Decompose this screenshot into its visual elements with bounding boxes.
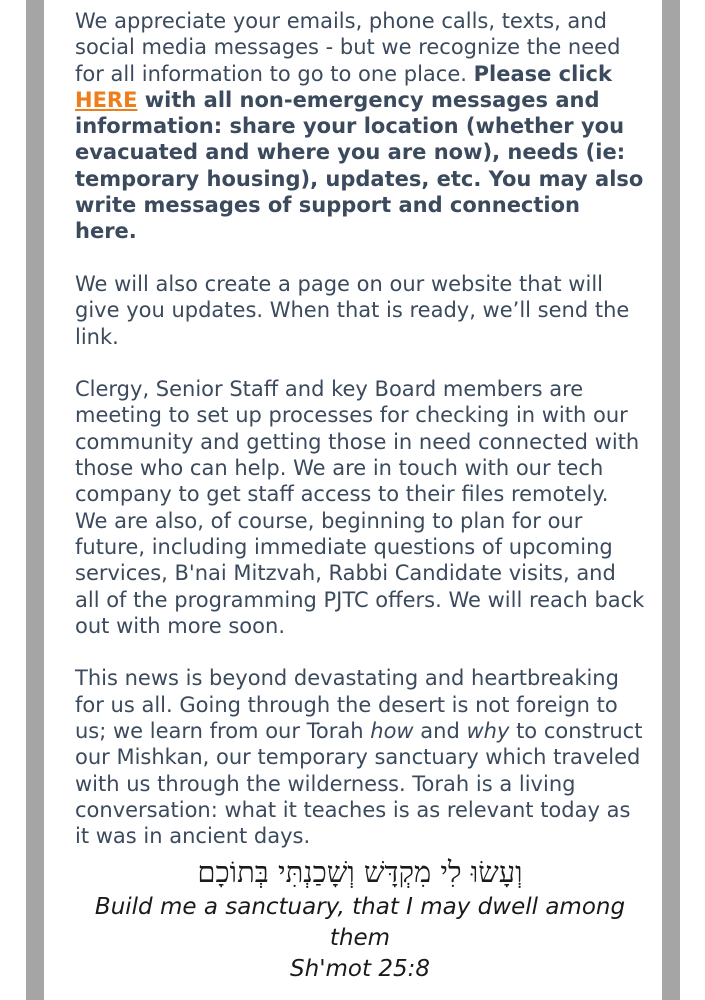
reflection-text-a: This news is beyond devastating and heartbreaking for us all. Going through the desert is not foreign to us; we learn from our Torah bbox=[75, 666, 619, 744]
message-body bbox=[75, 8, 645, 876]
here-link[interactable]: HERE bbox=[75, 87, 138, 112]
closing-quote bbox=[75, 852, 645, 985]
paragraph-torah-reflection bbox=[75, 665, 645, 849]
paragraph-contact-info bbox=[75, 8, 645, 245]
hebrew-verse: וְעָשׂוּ לִי מִקְדָּשׁ וְשָׁכַנְתִּי בְּתוֹכָם bbox=[197, 855, 523, 889]
left-border-bar bbox=[26, 0, 44, 1000]
contact-instructions-text: with all non-emergency messages and information: share your location (whether you evacuated and where you are now), needs (ie: temporary housing), updates, etc. You may also write messages of support and connection here. bbox=[75, 87, 644, 244]
contact-intro-text: We appreciate your emails, phone calls, texts, and social media messages - but we recognize the need for all information to go to one place. bbox=[75, 9, 621, 86]
reflection-italic-why: why bbox=[466, 719, 510, 744]
right-border-bar bbox=[662, 0, 680, 1000]
reflection-text-b: and bbox=[413, 719, 467, 744]
reflection-italic-how: how bbox=[370, 719, 414, 744]
verse-translation: Build me a sanctuary, that I may dwell among them bbox=[94, 894, 626, 951]
paragraph-leadership-plans: Clergy, Senior Staff and key Board members are meeting to set up processes for checking in with our community and getting those in need connected with those who can help. We are in touch with our tech company to get staff access to their files remotely. We are also, of course, beginning to plan for our future, including immediate questions of upcoming services, B'nai Mitzvah, Rabbi Candidate visits, and all of the programming PJTC offers. We will reach back out with more soon. bbox=[75, 377, 645, 638]
paragraph-website-update: We will also create a page on our website that will give you updates. When that is ready, we’ll send the link. bbox=[75, 271, 630, 349]
click-prompt-text: Please click bbox=[473, 61, 612, 86]
reflection-text-c: to construct our Mishkan, our temporary sanctuary which traveled with us through the wilderness. Torah is a living conversation: what it teaches is as relevant today as it was in ancient days. bbox=[75, 719, 643, 849]
verse-citation: Sh'mot 25:8 bbox=[290, 956, 430, 982]
